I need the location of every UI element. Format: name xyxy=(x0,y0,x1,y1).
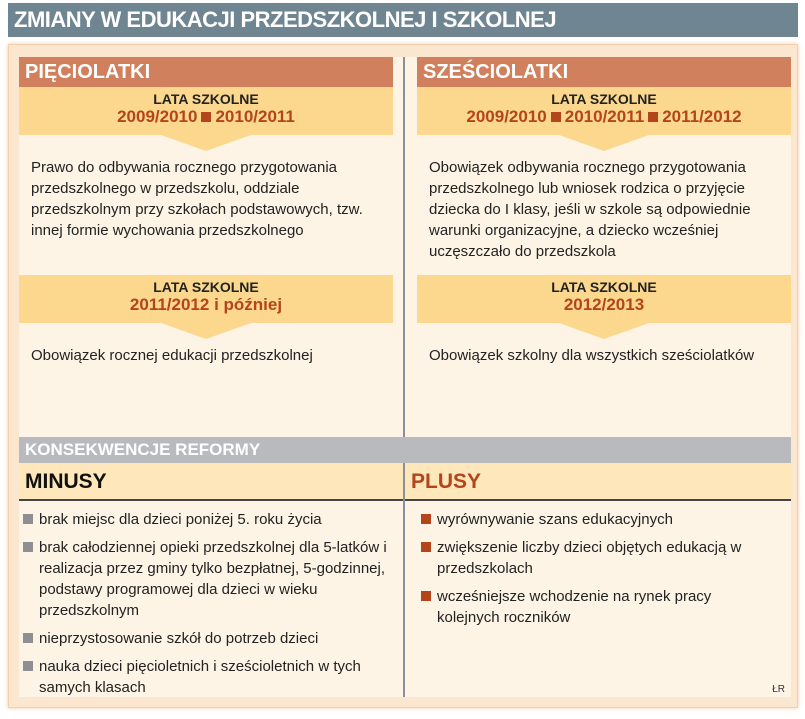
author-signature: ŁR xyxy=(772,684,785,695)
list-item xyxy=(417,586,757,628)
band-label: LATA SZKOLNE xyxy=(551,91,657,107)
square-bullet-icon xyxy=(23,542,33,552)
years xyxy=(417,107,791,127)
infographic-panel xyxy=(8,44,798,708)
square-bullet-icon xyxy=(23,661,33,671)
divider xyxy=(403,57,405,439)
divider xyxy=(403,463,405,697)
szesciolatki-header: SZEŚCIOLATKI xyxy=(417,57,791,87)
year: 2010/2011 xyxy=(564,107,645,126)
consequences-header: KONSEKWENCJE REFORMY xyxy=(19,437,791,463)
years: 2011/2012 i później xyxy=(129,295,283,314)
description: Obowiązek odbywania rocznego przygotowania przedszkolnego lub wniosek rodzica o przyjęcie dziecka do I klasy, jeśli w szkole są odpowiednie warunki organizacyjne, a dziecko wcześniej uczęszczało do przedszkola xyxy=(429,159,751,260)
list-item-text: wyrównywanie szans edukacyjnych xyxy=(437,511,673,528)
year: 2009/2010 xyxy=(117,107,198,126)
description: Obowiązek szkolny dla wszystkich sześciolatków xyxy=(429,347,755,364)
square-bullet-icon xyxy=(201,112,211,122)
pieciolatki-header: PIĘCIOLATKI xyxy=(19,57,393,87)
school-years-band xyxy=(417,87,791,135)
description: Prawo do odbywania rocznego przygotowania przedszkolnego w przedszkolu, oddziale przedszkolnym przy szkołach podstawowych, tzw. innej formie wychowania przedszkolnego xyxy=(31,159,363,239)
page-title: ZMIANY W EDUKACJI PRZEDSZKOLNEJ I SZKOLNEJ xyxy=(8,3,798,37)
arrow-down-icon xyxy=(161,323,251,339)
list-item-text: nauka dzieci pięcioletnich i sześcioletnich w tych samych klasach xyxy=(39,658,361,696)
band-label: LATA SZKOLNE xyxy=(153,91,259,107)
list-item xyxy=(19,537,393,621)
arrow-down-icon xyxy=(161,135,251,151)
list-item-text: nieprzystosowanie szkół do potrzeb dzieci xyxy=(39,630,319,647)
years xyxy=(19,107,393,127)
year: 2011/2012 xyxy=(662,107,742,126)
list-item xyxy=(19,509,393,530)
list-item xyxy=(417,537,757,579)
square-bullet-icon xyxy=(421,591,431,601)
list-item-text: wcześniejsze wchodzenie na rynek pracy kolejnych roczników xyxy=(437,588,712,626)
school-years-band xyxy=(19,87,393,135)
square-bullet-icon xyxy=(23,633,33,643)
arrow-down-icon xyxy=(559,323,649,339)
years: 2012/2013 xyxy=(563,295,645,314)
list-item xyxy=(19,628,393,649)
list-item-text: brak całodziennej opieki przedszkolnej dla 5-latków i realizacja przez gminy tylko bezpłatnej, 5-godzinnej, podstawy programowej dla dzieci w wieku przedszkolnym xyxy=(39,539,387,619)
list-item-text: brak miejsc dla dzieci poniżej 5. roku życia xyxy=(39,511,322,528)
band-label: LATA SZKOLNE xyxy=(153,279,259,295)
plus-header: PLUSY xyxy=(405,463,791,501)
school-years-band xyxy=(19,275,393,323)
arrow-down-icon xyxy=(559,135,649,151)
square-bullet-icon xyxy=(421,542,431,552)
band-label: LATA SZKOLNE xyxy=(551,279,657,295)
plus-list xyxy=(417,509,757,635)
minus-header: MINUSY xyxy=(19,463,403,501)
year: 2009/2010 xyxy=(466,107,547,126)
description: Obowiązek rocznej edukacji przedszkolnej xyxy=(31,347,313,364)
school-years-band xyxy=(417,275,791,323)
square-bullet-icon xyxy=(23,514,33,524)
minus-list xyxy=(19,509,403,705)
pieciolatki-column xyxy=(19,57,393,366)
square-bullet-icon xyxy=(421,514,431,524)
year: 2010/2011 xyxy=(215,107,295,126)
list-item xyxy=(417,509,757,530)
square-bullet-icon xyxy=(551,112,561,122)
szesciolatki-column xyxy=(417,57,791,366)
square-bullet-icon xyxy=(648,112,658,122)
list-item xyxy=(19,656,393,698)
list-item-text: zwiększenie liczby dzieci objętych edukacją w przedszkolach xyxy=(437,539,742,577)
